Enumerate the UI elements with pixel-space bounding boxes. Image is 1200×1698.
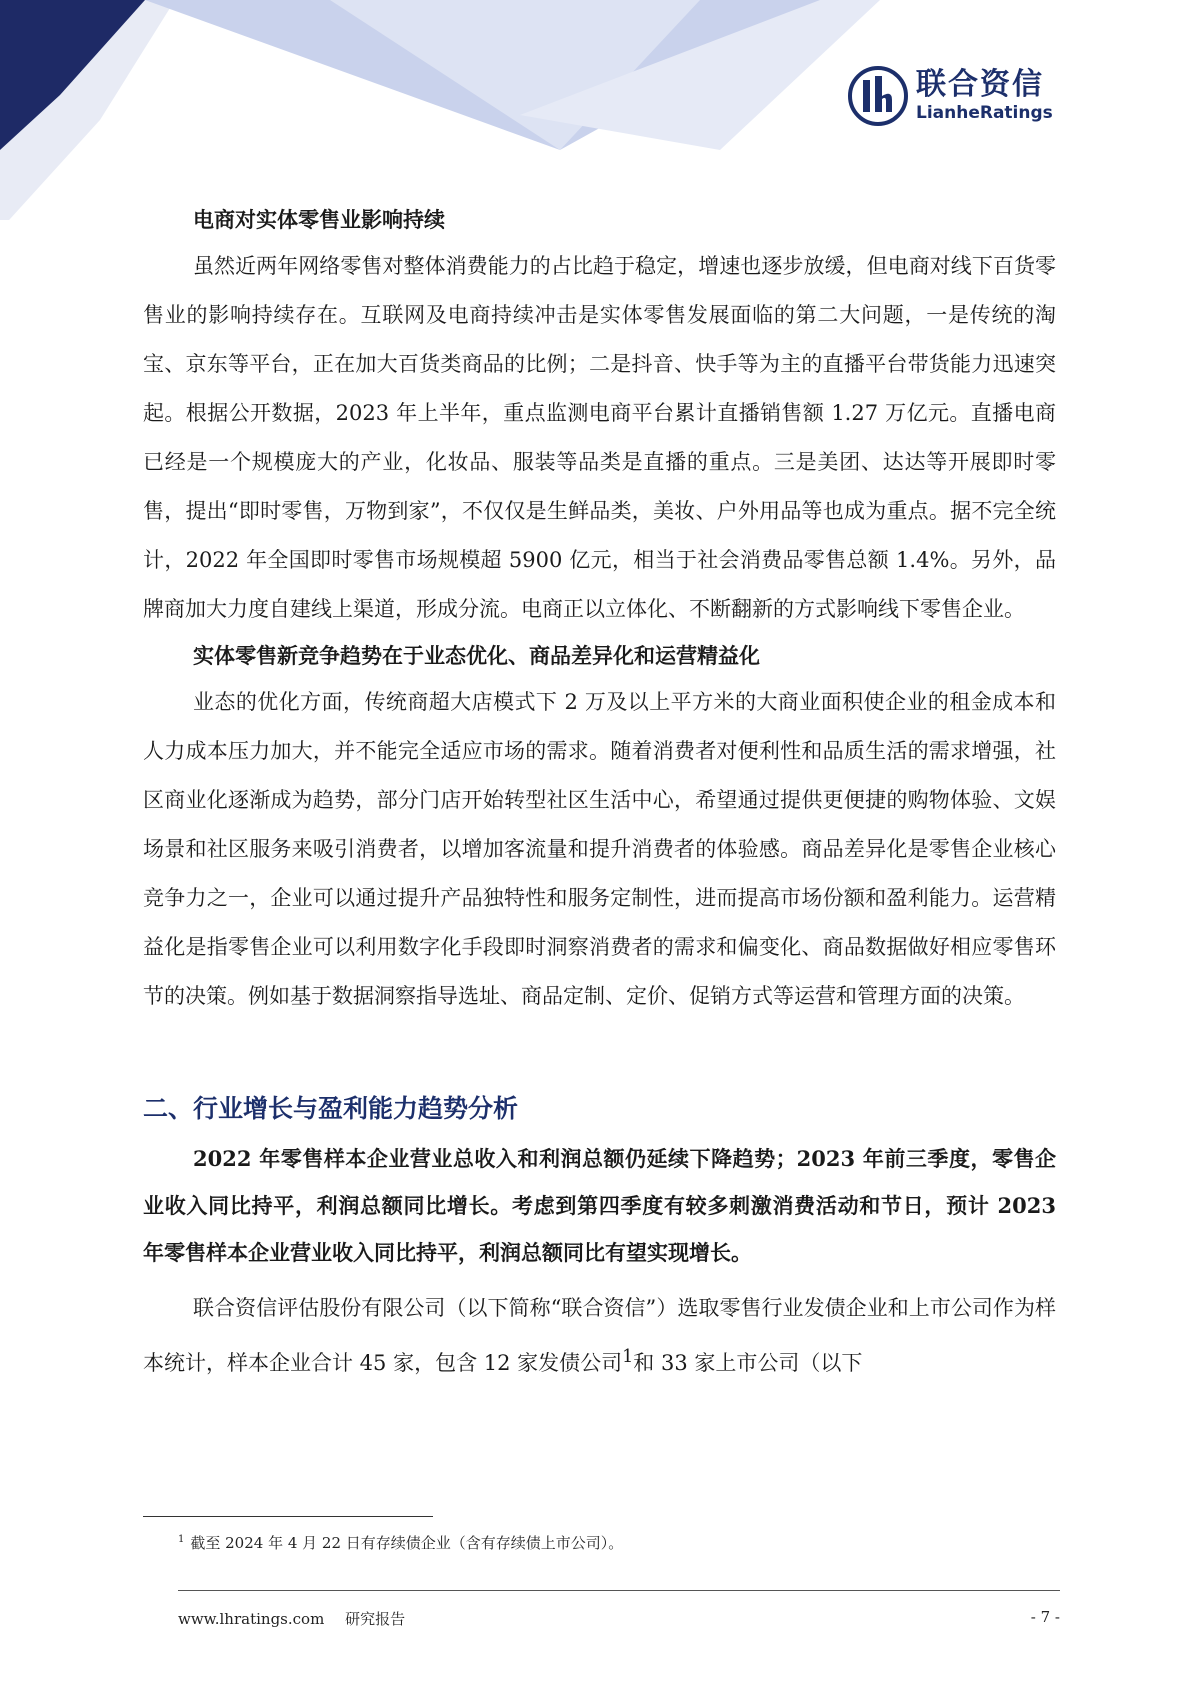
logo-english-name: LianheRatings — [916, 103, 1053, 123]
growth-summary: 2022 年零售样本企业营业总收入和利润总额仍延续下降趋势；2023 年前三季度，零售企业收入同比持平，利润总额同比增长。考虑到第四季度有较多刺激消费活动和节日，预计 2023 年零售样本企业营业收入同比持平，利润总额同比有望实现增长。 — [143, 1146, 1056, 1265]
footer-website-link[interactable]: www.lhratings.com — [178, 1610, 325, 1628]
page-footer — [178, 1608, 1060, 1629]
growth-paragraph — [143, 1284, 1056, 1388]
footnote-text: 截至 2024 年 4 月 22 日有存续债企业（含有存续债上市公司）。 — [190, 1534, 624, 1552]
footnote-reference[interactable]: 1 — [622, 1347, 634, 1367]
section-title-growth: 二、行业增长与盈利能力趋势分析 — [143, 1094, 519, 1123]
page-number: - 7 - — [1030, 1608, 1060, 1626]
footnote-divider — [143, 1516, 433, 1517]
growth-text-part2: 和 33 家上市公司（以下 — [633, 1351, 863, 1375]
footer-doc-type: 研究报告 — [345, 1610, 406, 1628]
ecommerce-paragraph: 虽然近两年网络零售对整体消费能力的占比趋于稳定，增速也逐步放缓，但电商对线下百货零售业的影响持续存在。互联网及电商持续冲击是实体零售发展面临的第二大问题，一是传统的淘宝、京东等平台，正在加大百货类商品的比例；二是抖音、快手等为主的直播平台带货能力迅速突起。根据公开数据，2023 年上半年，重点监测电商平台累计直播销售额 1.27 万亿元。直播电商已经是一个规模庞大的产业，化妆品、服装等品类是直播的重点。三是美团、达达等开展即时零售，提出“即时零售，万物到家”，不仅仅是生鲜品类，美妆、户外用品等也成为重点。据不完全统计，2022 年全国即时零售市场规模超 5900 亿元，相当于社会消费品零售总额 1.4%。另外，品牌商加大力度自建线上渠道，形成分流。电商正以立体化、不断翻新的方式影响线下零售企业。 — [143, 254, 1056, 621]
logo-chinese-name: 联合资信 — [916, 67, 1044, 102]
footnote — [178, 1532, 623, 1553]
document-body — [143, 198, 1056, 1388]
lianhe-logo — [848, 66, 1053, 126]
growth-text-part1: 联合资信评估股份有限公司（以下简称“联合资信”）选取零售行业发债企业和上市公司作为样本统计，样本企业合计 45 家，包含 12 家发债公司 — [143, 1296, 1056, 1375]
footer-divider — [178, 1590, 1060, 1591]
lianhe-logo-icon — [848, 66, 908, 126]
competition-paragraph: 业态的优化方面，传统商超大店模式下 2 万及以上平方米的大商业面积使企业的租金成本和人力成本压力加大，并不能完全适应市场的需求。随着消费者对便利性和品质生活的需求增强，社区商业化逐渐成为趋势，部分门店开始转型社区生活中心，希望通过提供更便捷的购物体验、文娱场景和社区服务来吸引消费者，以增加客流量和提升消费者的体验感。商品差异化是零售企业核心竞争力之一，企业可以通过提升产品独特性和服务定制性，进而提高市场份额和盈利能力。运营精益化是指零售企业可以利用数字化手段即时洞察消费者的需求和偏变化、商品数据做好相应零售环节的决策。例如基于数据洞察指导选址、商品定制、定价、促销方式等运营和管理方面的决策。 — [143, 690, 1056, 1008]
footnote-marker: 1 — [178, 1534, 185, 1545]
ecommerce-heading: 电商对实体零售业影响持续 — [193, 207, 445, 232]
competition-heading: 实体零售新竞争趋势在于业态优化、商品差异化和运营精益化 — [193, 643, 760, 668]
